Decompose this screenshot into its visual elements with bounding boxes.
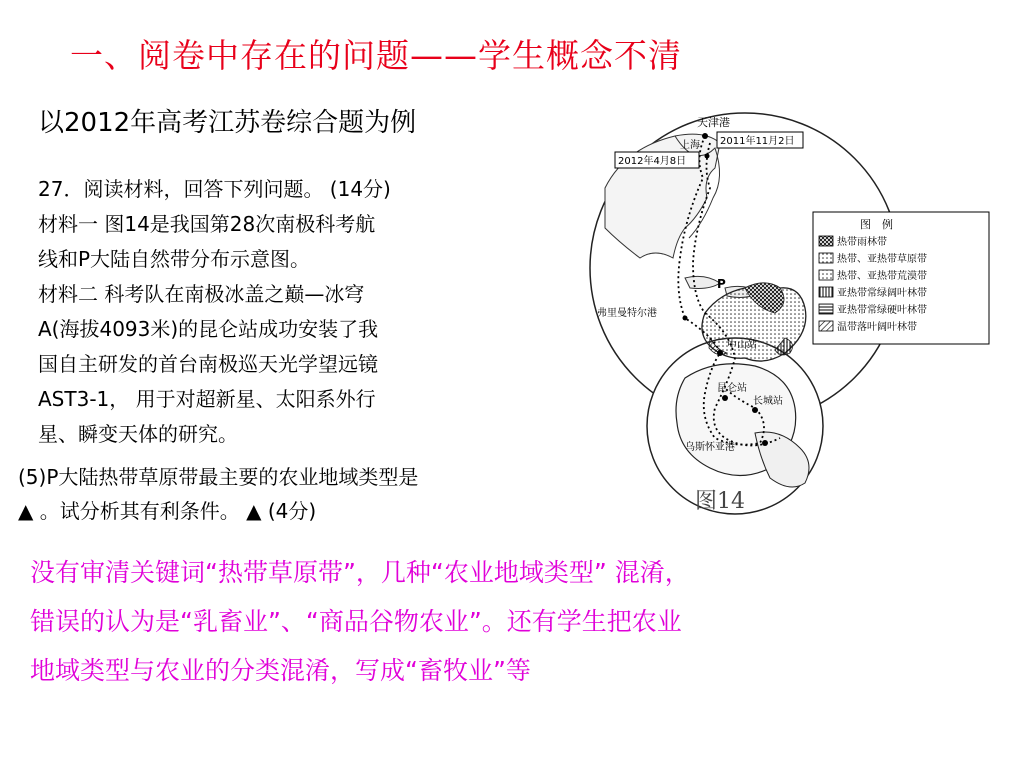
- route-map: [585, 108, 995, 518]
- page-subtitle: 以2012年高考江苏卷综合题为例: [38, 108, 417, 138]
- sub-question-line: (5)P大陆热带草原带最主要的农业地域类型是: [18, 465, 419, 489]
- kunlun-label: 昆仑站: [717, 383, 747, 394]
- changcheng-marker: [752, 407, 758, 413]
- page-title: 一、阅卷中存在的问题——学生概念不清: [70, 36, 682, 75]
- fremantle-label: 弗里曼特尔港: [597, 308, 657, 319]
- legend-item: 亚热带常绿阔叶林带: [837, 288, 927, 299]
- tianjin-marker: [702, 133, 708, 139]
- ushuaia-marker: [762, 440, 768, 446]
- analysis-line: 没有审清关键词“热带草原带”，几种“农业地域类型” 混淆，: [30, 558, 690, 587]
- question-line: A(海拔4093米)的昆仑站成功安装了我: [38, 317, 379, 341]
- question-line: 线和P大陆自然带分布示意图。: [38, 247, 311, 271]
- zhongshan-label: 中山站: [727, 340, 757, 351]
- analysis-line: 地域类型与农业的分类混淆，写成“畜牧业”等: [30, 656, 531, 685]
- question-line: 材料二 科考队在南极冰盖之巅—冰穹: [38, 282, 365, 306]
- shanghai-marker: [705, 154, 710, 159]
- question-line: AST3-1， 用于对超新星、太阳系外行: [38, 387, 376, 411]
- kunlun-marker: [722, 395, 728, 401]
- tianjin-label: 天津港: [697, 116, 730, 129]
- continent-p-label: P: [717, 277, 726, 291]
- legend-item: 温带落叶阔叶林带: [837, 322, 917, 333]
- legend-item: 亚热带常绿硬叶林带: [837, 305, 927, 316]
- figure-caption: 图14: [695, 489, 745, 514]
- changcheng-label: 长城站: [753, 396, 783, 407]
- route-map-figure: [585, 108, 995, 518]
- analysis-text: [30, 548, 1010, 695]
- map-legend: [813, 212, 989, 344]
- question-line: 材料一 图14是我国第28次南极科考航: [38, 212, 376, 236]
- legend-item: 热带雨林带: [837, 237, 887, 248]
- legend-item: 热带、亚热带草原带: [837, 254, 927, 265]
- date-start-label: 2011年11月2日: [720, 136, 795, 147]
- fremantle-marker: [683, 316, 688, 321]
- legend-title: 图 例: [860, 218, 893, 231]
- question-text: [38, 172, 538, 452]
- ushuaia-label: 乌斯怀亚港: [685, 442, 735, 453]
- sub-question-5: [18, 460, 598, 528]
- date-end-label: 2012年4月8日: [618, 156, 687, 167]
- question-line: 国自主研发的首台南极巡天光学望远镜: [38, 352, 378, 376]
- question-line: 星、瞬变天体的研究。: [38, 422, 238, 446]
- sub-question-line: ▲ 。试分析其有利条件。 ▲ (4分): [18, 499, 317, 523]
- zhongshan-marker: [717, 350, 723, 356]
- shanghai-label: 上海: [680, 140, 700, 151]
- question-line: 27．阅读材料，回答下列问题。 (14分): [38, 177, 391, 201]
- legend-item: 热带、亚热带荒漠带: [837, 271, 927, 282]
- analysis-line: 错误的认为是“乳畜业”、“商品谷物农业”。还有学生把农业: [30, 607, 682, 636]
